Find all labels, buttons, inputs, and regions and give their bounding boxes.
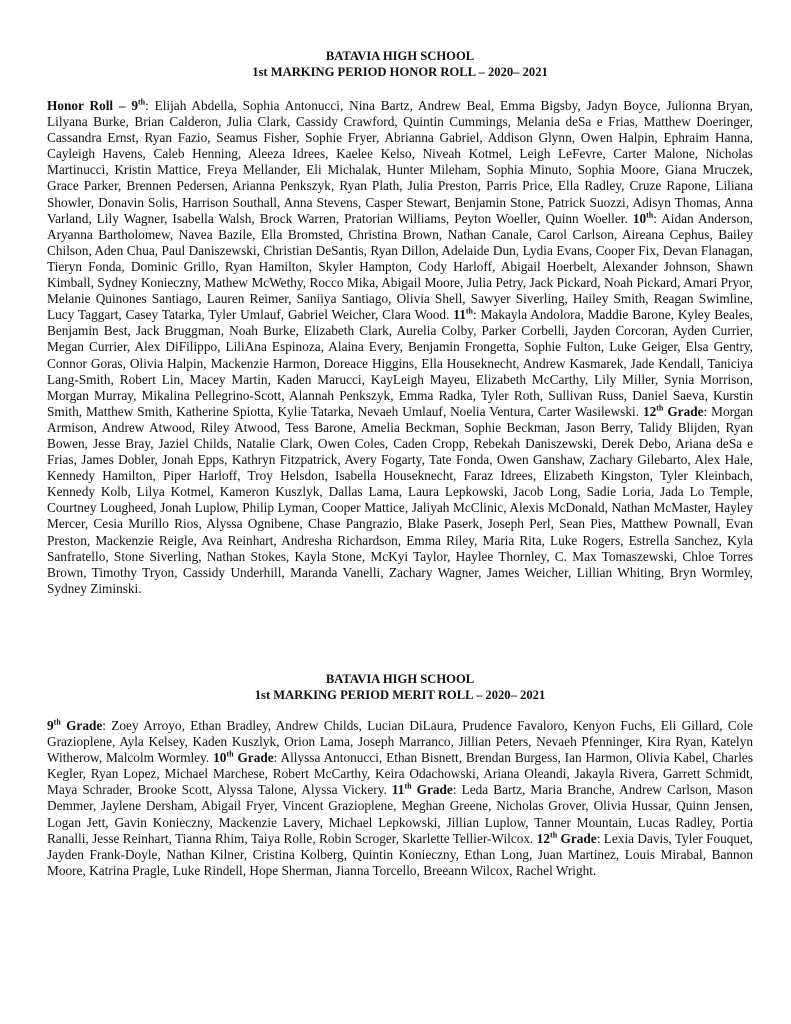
honor-roll-header bbox=[47, 48, 753, 80]
merit-school-name: BATAVIA HIGH SCHOOL bbox=[325, 672, 475, 686]
merit-grade12-label: 12th Grade bbox=[536, 830, 597, 846]
honor-grade11-label: 11th bbox=[453, 306, 473, 323]
merit-roll-list bbox=[47, 718, 753, 879]
merit-grade9-names: : Zoey Arroyo, Ethan Bradley, Andrew Childs, Lucian DiLaura, Prudence Favaloro, Kenyon Fuchs, Eli Gillard, Cole Grazioplene, Ayla Kelsey, Kaden Kuszlyk, Orion Lama, Joseph Marranco, Jillian Peters, Nevaeh Pfenninger, Kira Ryan, Katelyn Witherow, Malcolm Wormley. bbox=[47, 718, 754, 766]
honor-roll-list bbox=[47, 98, 753, 597]
honor-roll-title: 1st MARKING PERIOD HONOR ROLL – 2020– 2021 bbox=[252, 65, 548, 79]
merit-grade11-label: 11th Grade bbox=[391, 781, 453, 798]
honor-grade9-names: : Elijah Abdella, Sophia Antonucci, Nina Bartz, Andrew Beal, Emma Bigsby, Jadyn Boyce, Julionna Bryan, Lilyana Burke, Brian Calderon, Julia Clark, Cassidy Crawford, Quintin Cummings, Melania deSa e Frias, Matthew Doeringer, Cassandra Ernst, Ryan Fazio, Seamus Fisher, Sophie Fryer, Abrianna Gabriel, Addison Glynn, Owen Halpin, Ephraim Hanna, Cayleigh Havens, Caleb Henning, Aleeza Idrees, Kaelee Kelso, Niveah Kotmel, Leigh LeFevre, Carter Malone, Nicholas Martinucci, Kristin Mattice, Freya Mellander, Eli Michalak, Hunter Mileham, Sophia Minuto, Sophia Moore, Giana Mruczek, Grace Parker, Brennen Pedersen, Arianna Penkszyk, Ryan Plath, Julia Preston, Parris Price, Ella Radley, Cruze Rapone, Liliana Showler, Donavin Solis, Harrison Southall, Anna Stevens, Casper Stewart, Benjamin Stone, Patrick Suozzi, Adisyn Thomas, Anna Varland, Lily Wagner, Isabella Walsh, Brock Warren, Pratorian Williams, Peyton Woeller, Quinn Woeller. bbox=[47, 98, 753, 226]
merit-roll-header bbox=[47, 671, 753, 703]
honor-grade12-names: : Morgan Armison, Andrew Atwood, Riley Atwood, Tess Barone, Amelia Beckman, Sophie Beckman, Jason Berry, Talidy Blijden, Ryan Bowen, Jesse Bray, Jaziel Childs, Natalie Clark, Owen Coles, Caden Cropp, Rebekah Daniszewski, Derek Debo, Ariana deSa e Frias, James Dobler, Jonah Epps, Kathryn Fitzpatrick, Avery Fogarty, Tate Fonda, Owen Ganshaw, Zachary Gilebarto, Alex Hale, Kennedy Hamilton, Piper Harloff, Troy Helsdon, Isabella Houseknecht, Faraz Idrees, Elizabeth Kingston, Tyler Kleinbach, Kennedy Kolb, Lilya Kotmel, Kameron Kuszlyk, Dallas Lama, Laura Lepkowski, Jacob Long, Sadie Loria, Jada Lo Temple, Courtney Lougheed, Jonah Luplow, Philip Lyman, Cooper Mattice, Jaliyah McClinic, Alexis McDonald, Nathan McMaster, Hayley Mercer, Cesia Murillo Rios, Alyssa Ognibene, Chase Pangrazio, Blake Paserk, Joseph Perl, Sean Pies, Matthew Pownall, Evan Preston, Mackenzie Reigle, Ava Reinhart, Andresha Richardson, Emma Riley, Maria Rita, Luke Rogers, Estrella Sanchez, Kyla Sanfratello, Stone Siverling, Nathan Stokes, Kayla Stone, McKyi Taylor, Haylee Thornley, C. Max Tomaszewski, Chloe Torres Brown, Timothy Tryon, Cassidy Underhill, Maranda Vanelli, Zachary Wagner, James Weicher, Lillian Whiting, Bryn Wormley, Sydney Ziminski. bbox=[47, 403, 753, 596]
honor-grade10-names: : Aidan Anderson, Aryanna Bartholomew, Navea Bazile, Ella Bromsted, Christina Brown, Nathan Canale, Carol Carlson, Aireana Cephus, Bailey Chilson, Aden Chua, Paul Daniszewski, Christian DeSantis, Ryan Dillon, Adelaide Dun, Lydia Evans, Cooper Fix, Devan Flanagan, Tieryn Fonda, Dominic Grillo, Ryan Hamilton, Skyler Hampton, Cody Harloff, Abigail Hoerbelt, Alexander Johnson, Shawn Kimball, Sydney Konieczny, Mathew McWethy, Rocco Mika, Abigail Moore, Julia Petry, Jack Pickard, Noah Pickard, Amari Pryor, Melanie Quinones Santiago, Lauren Reimer, Saniiya Santiago, Olivia Shell, Sawyer Siverling, Hailey Smith, Reagan Swimline, Lucy Taggart, Casey Tatarka, Tyler Umlauf, Gabriel Weicher, Clara Wood. bbox=[47, 210, 753, 323]
merit-grade10-label: 10th Grade bbox=[213, 749, 274, 766]
merit-roll-title: 1st MARKING PERIOD MERIT ROLL – 2020– 2021 bbox=[254, 688, 546, 702]
honor-grade10-label: 10th bbox=[632, 210, 654, 226]
honor-roll-label: Honor Roll – 9th bbox=[47, 97, 146, 113]
merit-grade11-names: : Leda Bartz, Maria Branche, Andrew Carlson, Mason Demmer, Jaylene Dersham, Abigail Fryer, Vincent Grazioplene, Meghan Greene, Nicholas Grover, Olivia Hussar, Quinn Jensen, Logan Jett, Gavin Konieczny, Mackenzie Lavery, Michael Lepkowski, Jillian Luplow, Tanner Mountain, Lucas Radley, Portia Ranalli, Jesse Reinhart, Tianna Rhim, Taiya Rolle, Robin Scroger, Skarlette Tellier-Wilcox. bbox=[47, 782, 754, 846]
honor-school-name: BATAVIA HIGH SCHOOL bbox=[325, 49, 475, 63]
merit-grade10-names: : Allyssa Antonucci, Ethan Bisnett, Brendan Burgess, Ian Harmon, Olivia Kabel, Charles Kegler, Ryan Lopez, Michael Marchese, Robert McCarthy, Keira Odachowski, Ariana Oleandi, Jakayla Rivera, Garrett Schmidt, Maya Schrader, Brooke Scott, Alyssa Talone, Alyssa Vickery. bbox=[47, 750, 753, 798]
merit-grade9-label: 9th Grade bbox=[47, 717, 103, 733]
honor-grade12-label: 12th Grade bbox=[642, 403, 704, 419]
merit-grade12-names: : Lexia Davis, Tyler Fouquet, Jayden Frank-Doyle, Nathan Kilner, Cristina Kolberg, Quintin Konieczny, Ethan Long, Juan Martinez, Louis Mirabal, Bannon Moore, Katrina Pragle, Luke Rindell, Hope Sherman, Jianna Torcello, Breeann Wilcox, Rachel Wright. bbox=[47, 830, 754, 878]
honor-grade11-names: : Makayla Andolora, Maddie Barone, Kyley Beales, Benjamin Best, Jack Bruggman, Noah Burke, Elizabeth Clark, Aurelia Colby, Parker Corbelli, Jayden Corcoran, Ayden Currier, Megan Currier, Alex DiFilippo, LiliAna Espinoza, Alaina Every, Benjamin Frongetta, Sophie Fulton, Luke Geiger, Elsa Gentry, Connor Goras, Olivia Halpin, Mackenzie Harmon, Doreace Higgins, Ella Houseknecht, Andrew Kasmarek, Jade Kendall, Taniciya Lang-Smith, Robert Lin, Macey Martin, Kaden Marucci, KayLeigh Mayeu, Elizabeth McCarthy, Lily Miller, Synia Morrison, Morgan Murray, Mikalina Pellegrino-Scott, Alannah Penkszyk, Emma Radka, Tyler Roth, Sullivan Russ, Daniel Saeva, Kurstin Smith, Matthew Smith, Katherine Spiotta, Kylie Tatarka, Nevaeh Umlauf, Noelia Ventura, Carter Wasilewski. bbox=[47, 307, 754, 419]
